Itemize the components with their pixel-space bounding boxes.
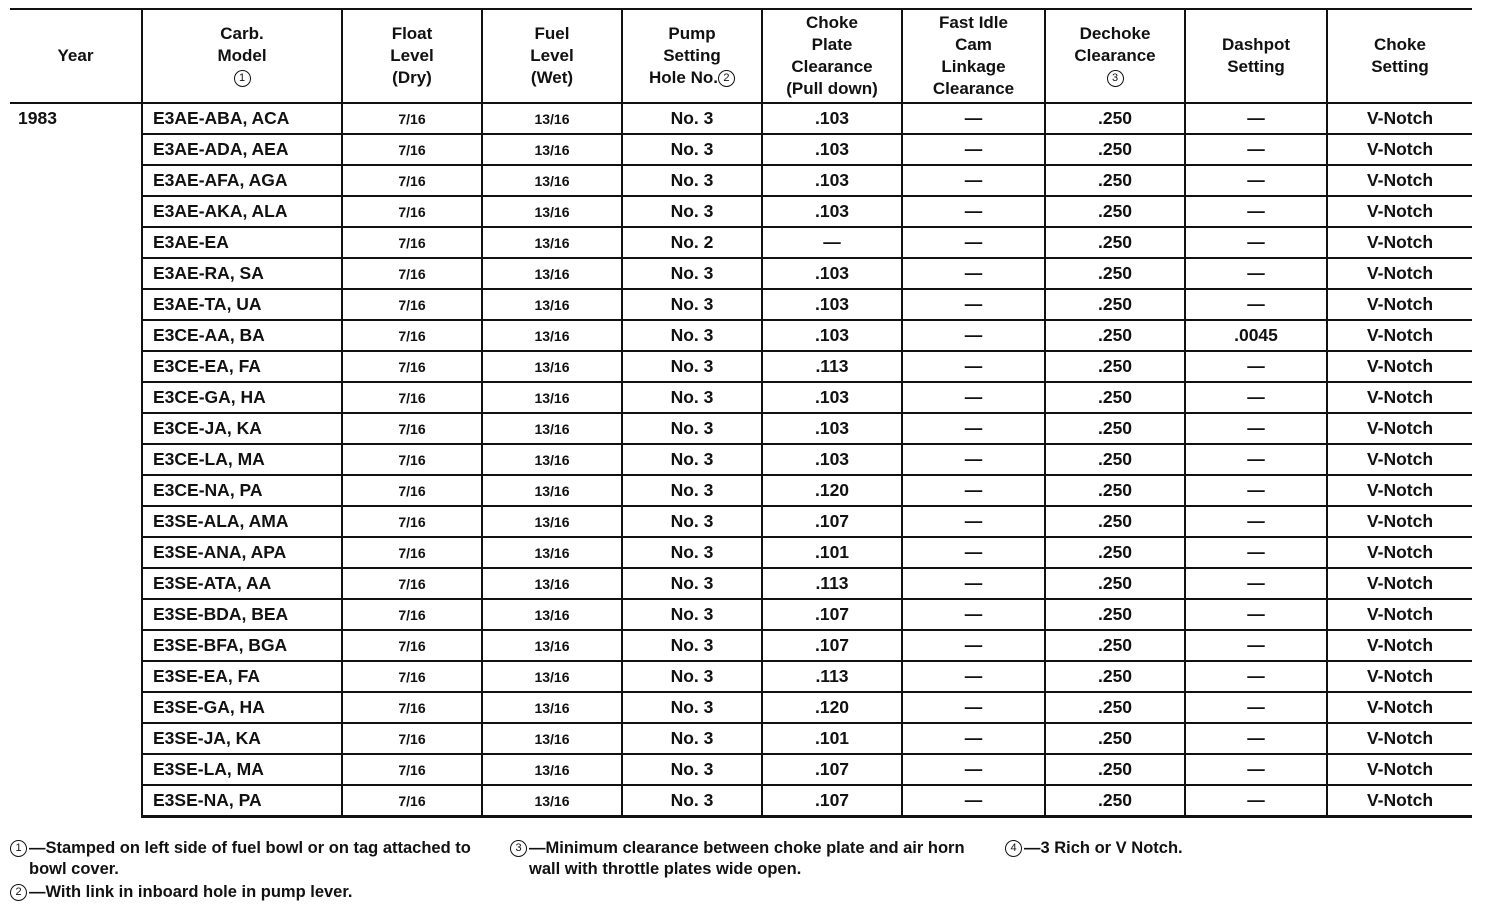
cell-choke-setting: V-Notch <box>1327 258 1472 289</box>
cell-fast-idle: — <box>902 103 1045 134</box>
cell-pump-setting: No. 2 <box>622 227 762 258</box>
table-row <box>10 568 1472 599</box>
cell-dechoke: .250 <box>1045 444 1185 475</box>
cell-carb-model: E3AE-ABA, ACA <box>142 103 342 134</box>
cell-fuel-level: 13/16 <box>482 258 622 289</box>
cell-pump-setting: No. 3 <box>622 754 762 785</box>
cell-dechoke: .250 <box>1045 599 1185 630</box>
cell-float-level: 7/16 <box>342 692 482 723</box>
cell-choke-plate: .103 <box>762 196 902 227</box>
cell-fuel-level: 13/16 <box>482 134 622 165</box>
cell-fuel-level: 13/16 <box>482 320 622 351</box>
cell-pump-setting: No. 3 <box>622 444 762 475</box>
table-row <box>10 227 1472 258</box>
cell-carb-model: E3CE-JA, KA <box>142 413 342 444</box>
cell-choke-setting: V-Notch <box>1327 165 1472 196</box>
cell-choke-plate: .107 <box>762 599 902 630</box>
cell-dashpot: — <box>1185 382 1327 413</box>
cell-carb-model: E3CE-GA, HA <box>142 382 342 413</box>
footnotes <box>10 838 1480 908</box>
cell-choke-setting: V-Notch <box>1327 103 1472 134</box>
cell-pump-setting: No. 3 <box>622 258 762 289</box>
cell-choke-setting: V-Notch <box>1327 382 1472 413</box>
footnote-text: —Minimum clearance between choke plate and air horn wall with throttle plates wide open. <box>529 839 965 878</box>
cell-float-level: 7/16 <box>342 537 482 568</box>
cell-dashpot: — <box>1185 723 1327 754</box>
table-row <box>10 661 1472 692</box>
cell-fast-idle: — <box>902 196 1045 227</box>
cell-carb-model: E3CE-NA, PA <box>142 475 342 506</box>
footnote-marker: 1 <box>10 840 27 857</box>
cell-dashpot: — <box>1185 785 1327 817</box>
footnote-marker: 2 <box>10 884 27 901</box>
header-choke-setting: Choke Setting <box>1327 9 1472 103</box>
cell-choke-plate: — <box>762 227 902 258</box>
cell-float-level: 7/16 <box>342 320 482 351</box>
cell-dashpot: — <box>1185 444 1327 475</box>
cell-fast-idle: — <box>902 289 1045 320</box>
table-row <box>10 413 1472 444</box>
table-row <box>10 103 1472 134</box>
cell-float-level: 7/16 <box>342 754 482 785</box>
cell-carb-model: E3CE-AA, BA <box>142 320 342 351</box>
cell-carb-model: E3CE-LA, MA <box>142 444 342 475</box>
table-row <box>10 258 1472 289</box>
cell-dechoke: .250 <box>1045 413 1185 444</box>
cell-dechoke: .250 <box>1045 506 1185 537</box>
cell-dashpot: — <box>1185 165 1327 196</box>
cell-pump-setting: No. 3 <box>622 661 762 692</box>
cell-choke-plate: .103 <box>762 413 902 444</box>
carburetor-spec-table <box>10 8 1472 818</box>
cell-dechoke: .250 <box>1045 134 1185 165</box>
cell-choke-setting: V-Notch <box>1327 413 1472 444</box>
cell-dashpot: — <box>1185 413 1327 444</box>
header-row <box>10 9 1472 103</box>
cell-dashpot: — <box>1185 599 1327 630</box>
cell-float-level: 7/16 <box>342 475 482 506</box>
cell-fuel-level: 13/16 <box>482 630 622 661</box>
cell-pump-setting: No. 3 <box>622 475 762 506</box>
cell-fuel-level: 13/16 <box>482 723 622 754</box>
cell-choke-setting: V-Notch <box>1327 134 1472 165</box>
cell-carb-model: E3AE-AFA, AGA <box>142 165 342 196</box>
cell-fast-idle: — <box>902 165 1045 196</box>
cell-choke-plate: .101 <box>762 723 902 754</box>
cell-choke-plate: .107 <box>762 754 902 785</box>
footnote-text: —Stamped on left side of fuel bowl or on tag attached to bowl cover. <box>29 839 471 878</box>
cell-pump-setting: No. 3 <box>622 134 762 165</box>
table-row <box>10 599 1472 630</box>
cell-pump-setting: No. 3 <box>622 351 762 382</box>
cell-float-level: 7/16 <box>342 568 482 599</box>
footnote-ref-1: 1 <box>234 70 251 87</box>
cell-pump-setting: No. 3 <box>622 103 762 134</box>
cell-fuel-level: 13/16 <box>482 506 622 537</box>
cell-choke-setting: V-Notch <box>1327 475 1472 506</box>
cell-fuel-level: 13/16 <box>482 103 622 134</box>
cell-dashpot: — <box>1185 475 1327 506</box>
cell-dechoke: .250 <box>1045 320 1185 351</box>
cell-fast-idle: — <box>902 351 1045 382</box>
table-row <box>10 382 1472 413</box>
cell-fuel-level: 13/16 <box>482 568 622 599</box>
cell-fast-idle: — <box>902 661 1045 692</box>
cell-choke-setting: V-Notch <box>1327 537 1472 568</box>
cell-dashpot: — <box>1185 103 1327 134</box>
cell-dechoke: .250 <box>1045 289 1185 320</box>
cell-fuel-level: 13/16 <box>482 413 622 444</box>
cell-fast-idle: — <box>902 754 1045 785</box>
cell-dechoke: .250 <box>1045 754 1185 785</box>
cell-choke-plate: .103 <box>762 134 902 165</box>
cell-carb-model: E3SE-EA, FA <box>142 661 342 692</box>
cell-fast-idle: — <box>902 227 1045 258</box>
table-row <box>10 723 1472 754</box>
footnote-1 <box>10 838 490 880</box>
cell-choke-setting: V-Notch <box>1327 630 1472 661</box>
cell-choke-setting: V-Notch <box>1327 661 1472 692</box>
cell-pump-setting: No. 3 <box>622 320 762 351</box>
cell-dashpot: — <box>1185 506 1327 537</box>
cell-carb-model: E3SE-ALA, AMA <box>142 506 342 537</box>
cell-dechoke: .250 <box>1045 103 1185 134</box>
table-row <box>10 289 1472 320</box>
cell-float-level: 7/16 <box>342 103 482 134</box>
cell-fast-idle: — <box>902 258 1045 289</box>
cell-pump-setting: No. 3 <box>622 506 762 537</box>
cell-fast-idle: — <box>902 320 1045 351</box>
cell-fast-idle: — <box>902 537 1045 568</box>
cell-choke-plate: .103 <box>762 382 902 413</box>
header-carb-model: Carb. Model 1 <box>142 9 342 103</box>
cell-carb-model: E3SE-ANA, APA <box>142 537 342 568</box>
cell-choke-plate: .103 <box>762 444 902 475</box>
table-row <box>10 692 1472 723</box>
footnote-2 <box>10 882 490 903</box>
cell-fast-idle: — <box>902 692 1045 723</box>
cell-carb-model: E3SE-BFA, BGA <box>142 630 342 661</box>
cell-float-level: 7/16 <box>342 258 482 289</box>
table-row <box>10 134 1472 165</box>
cell-fast-idle: — <box>902 475 1045 506</box>
cell-fuel-level: 13/16 <box>482 289 622 320</box>
cell-pump-setting: No. 3 <box>622 599 762 630</box>
cell-fuel-level: 13/16 <box>482 196 622 227</box>
cell-choke-setting: V-Notch <box>1327 289 1472 320</box>
cell-dashpot: .0045 <box>1185 320 1327 351</box>
cell-pump-setting: No. 3 <box>622 692 762 723</box>
cell-fast-idle: — <box>902 413 1045 444</box>
footnote-4 <box>1005 838 1305 859</box>
footnote-text: —With link in inboard hole in pump lever. <box>29 883 353 901</box>
cell-fuel-level: 13/16 <box>482 537 622 568</box>
cell-fuel-level: 13/16 <box>482 351 622 382</box>
cell-float-level: 7/16 <box>342 134 482 165</box>
table-row <box>10 537 1472 568</box>
cell-pump-setting: No. 3 <box>622 723 762 754</box>
header-float-level: Float Level (Dry) <box>342 9 482 103</box>
cell-choke-plate: .107 <box>762 506 902 537</box>
cell-choke-setting: V-Notch <box>1327 754 1472 785</box>
cell-dechoke: .250 <box>1045 630 1185 661</box>
table-row <box>10 351 1472 382</box>
cell-float-level: 7/16 <box>342 630 482 661</box>
cell-dechoke: .250 <box>1045 692 1185 723</box>
cell-choke-plate: .103 <box>762 103 902 134</box>
cell-pump-setting: No. 3 <box>622 537 762 568</box>
cell-pump-setting: No. 3 <box>622 165 762 196</box>
cell-dechoke: .250 <box>1045 382 1185 413</box>
cell-fast-idle: — <box>902 444 1045 475</box>
cell-carb-model: E3SE-JA, KA <box>142 723 342 754</box>
cell-fuel-level: 13/16 <box>482 227 622 258</box>
cell-choke-setting: V-Notch <box>1327 227 1472 258</box>
cell-choke-plate: .113 <box>762 661 902 692</box>
cell-fuel-level: 13/16 <box>482 382 622 413</box>
cell-year: 1983 <box>18 108 57 128</box>
cell-dashpot: — <box>1185 289 1327 320</box>
cell-carb-model: E3SE-NA, PA <box>142 785 342 817</box>
cell-dechoke: .250 <box>1045 227 1185 258</box>
cell-dechoke: .250 <box>1045 568 1185 599</box>
cell-carb-model: E3SE-ATA, AA <box>142 568 342 599</box>
cell-choke-setting: V-Notch <box>1327 692 1472 723</box>
table-row <box>10 165 1472 196</box>
table-row <box>10 630 1472 661</box>
cell-dashpot: — <box>1185 661 1327 692</box>
cell-dechoke: .250 <box>1045 723 1185 754</box>
cell-fast-idle: — <box>902 382 1045 413</box>
table-body <box>10 103 1472 817</box>
cell-fast-idle: — <box>902 506 1045 537</box>
cell-choke-setting: V-Notch <box>1327 351 1472 382</box>
cell-float-level: 7/16 <box>342 723 482 754</box>
footnote-text: —3 Rich or V Notch. <box>1024 839 1183 857</box>
cell-dashpot: — <box>1185 351 1327 382</box>
cell-carb-model: E3AE-ADA, AEA <box>142 134 342 165</box>
cell-dechoke: .250 <box>1045 351 1185 382</box>
cell-fuel-level: 13/16 <box>482 444 622 475</box>
cell-pump-setting: No. 3 <box>622 630 762 661</box>
cell-fast-idle: — <box>902 134 1045 165</box>
cell-dashpot: — <box>1185 568 1327 599</box>
cell-dechoke: .250 <box>1045 475 1185 506</box>
table-row <box>10 444 1472 475</box>
cell-choke-plate: .120 <box>762 692 902 723</box>
cell-choke-setting: V-Notch <box>1327 723 1472 754</box>
cell-carb-model: E3SE-BDA, BEA <box>142 599 342 630</box>
cell-choke-plate: .103 <box>762 165 902 196</box>
cell-float-level: 7/16 <box>342 785 482 817</box>
cell-fuel-level: 13/16 <box>482 599 622 630</box>
cell-float-level: 7/16 <box>342 661 482 692</box>
cell-float-level: 7/16 <box>342 227 482 258</box>
cell-dechoke: .250 <box>1045 258 1185 289</box>
cell-choke-setting: V-Notch <box>1327 320 1472 351</box>
cell-dechoke: .250 <box>1045 785 1185 817</box>
header-dechoke: Dechoke Clearance 3 <box>1045 9 1185 103</box>
cell-pump-setting: No. 3 <box>622 785 762 817</box>
cell-choke-setting: V-Notch <box>1327 599 1472 630</box>
header-dashpot: Dashpot Setting <box>1185 9 1327 103</box>
cell-dashpot: — <box>1185 196 1327 227</box>
cell-dashpot: — <box>1185 537 1327 568</box>
cell-choke-setting: V-Notch <box>1327 506 1472 537</box>
cell-float-level: 7/16 <box>342 444 482 475</box>
cell-fuel-level: 13/16 <box>482 661 622 692</box>
cell-dechoke: .250 <box>1045 196 1185 227</box>
cell-fast-idle: — <box>902 630 1045 661</box>
table-row <box>10 320 1472 351</box>
footnote-ref-2: 2 <box>718 70 735 87</box>
cell-dashpot: — <box>1185 134 1327 165</box>
cell-carb-model: E3AE-AKA, ALA <box>142 196 342 227</box>
cell-choke-plate: .113 <box>762 568 902 599</box>
cell-dashpot: — <box>1185 630 1327 661</box>
cell-float-level: 7/16 <box>342 599 482 630</box>
table-row <box>10 196 1472 227</box>
cell-pump-setting: No. 3 <box>622 196 762 227</box>
cell-dechoke: .250 <box>1045 165 1185 196</box>
header-fast-idle: Fast Idle Cam Linkage Clearance <box>902 9 1045 103</box>
footnote-ref-3: 3 <box>1107 70 1124 87</box>
cell-dashpot: — <box>1185 227 1327 258</box>
cell-float-level: 7/16 <box>342 165 482 196</box>
cell-fast-idle: — <box>902 599 1045 630</box>
cell-choke-setting: V-Notch <box>1327 568 1472 599</box>
cell-pump-setting: No. 3 <box>622 382 762 413</box>
cell-dechoke: .250 <box>1045 537 1185 568</box>
footnote-3 <box>510 838 980 880</box>
cell-fuel-level: 13/16 <box>482 692 622 723</box>
cell-float-level: 7/16 <box>342 506 482 537</box>
cell-dashpot: — <box>1185 258 1327 289</box>
cell-fast-idle: — <box>902 785 1045 817</box>
cell-fuel-level: 13/16 <box>482 475 622 506</box>
footnote-marker: 3 <box>510 840 527 857</box>
table-row <box>10 506 1472 537</box>
cell-carb-model: E3SE-GA, HA <box>142 692 342 723</box>
cell-carb-model: E3AE-TA, UA <box>142 289 342 320</box>
cell-carb-model: E3AE-RA, SA <box>142 258 342 289</box>
cell-float-level: 7/16 <box>342 413 482 444</box>
cell-choke-plate: .103 <box>762 289 902 320</box>
cell-dashpot: — <box>1185 754 1327 785</box>
cell-pump-setting: No. 3 <box>622 413 762 444</box>
cell-choke-plate: .107 <box>762 630 902 661</box>
header-pump-setting: Pump Setting Hole No. 2 <box>622 9 762 103</box>
cell-choke-plate: .103 <box>762 258 902 289</box>
cell-fuel-level: 13/16 <box>482 785 622 817</box>
footnote-marker: 4 <box>1005 840 1022 857</box>
header-choke-plate: Choke Plate Clearance (Pull down) <box>762 9 902 103</box>
cell-fast-idle: — <box>902 568 1045 599</box>
cell-carb-model: E3AE-EA <box>142 227 342 258</box>
cell-fuel-level: 13/16 <box>482 754 622 785</box>
cell-float-level: 7/16 <box>342 351 482 382</box>
cell-float-level: 7/16 <box>342 196 482 227</box>
cell-pump-setting: No. 3 <box>622 568 762 599</box>
cell-choke-plate: .107 <box>762 785 902 817</box>
cell-choke-setting: V-Notch <box>1327 196 1472 227</box>
table-row <box>10 475 1472 506</box>
cell-dechoke: .250 <box>1045 661 1185 692</box>
cell-dashpot: — <box>1185 692 1327 723</box>
cell-carb-model: E3CE-EA, FA <box>142 351 342 382</box>
header-year: Year <box>10 9 142 103</box>
cell-choke-plate: .113 <box>762 351 902 382</box>
table-row <box>10 754 1472 785</box>
cell-carb-model: E3SE-LA, MA <box>142 754 342 785</box>
header-fuel-level: Fuel Level (Wet) <box>482 9 622 103</box>
table-row <box>10 785 1472 817</box>
cell-choke-plate: .120 <box>762 475 902 506</box>
cell-choke-setting: V-Notch <box>1327 444 1472 475</box>
cell-choke-plate: .103 <box>762 320 902 351</box>
cell-choke-setting: V-Notch <box>1327 785 1472 817</box>
cell-fast-idle: — <box>902 723 1045 754</box>
cell-float-level: 7/16 <box>342 382 482 413</box>
cell-pump-setting: No. 3 <box>622 289 762 320</box>
cell-float-level: 7/16 <box>342 289 482 320</box>
cell-choke-plate: .101 <box>762 537 902 568</box>
cell-fuel-level: 13/16 <box>482 165 622 196</box>
